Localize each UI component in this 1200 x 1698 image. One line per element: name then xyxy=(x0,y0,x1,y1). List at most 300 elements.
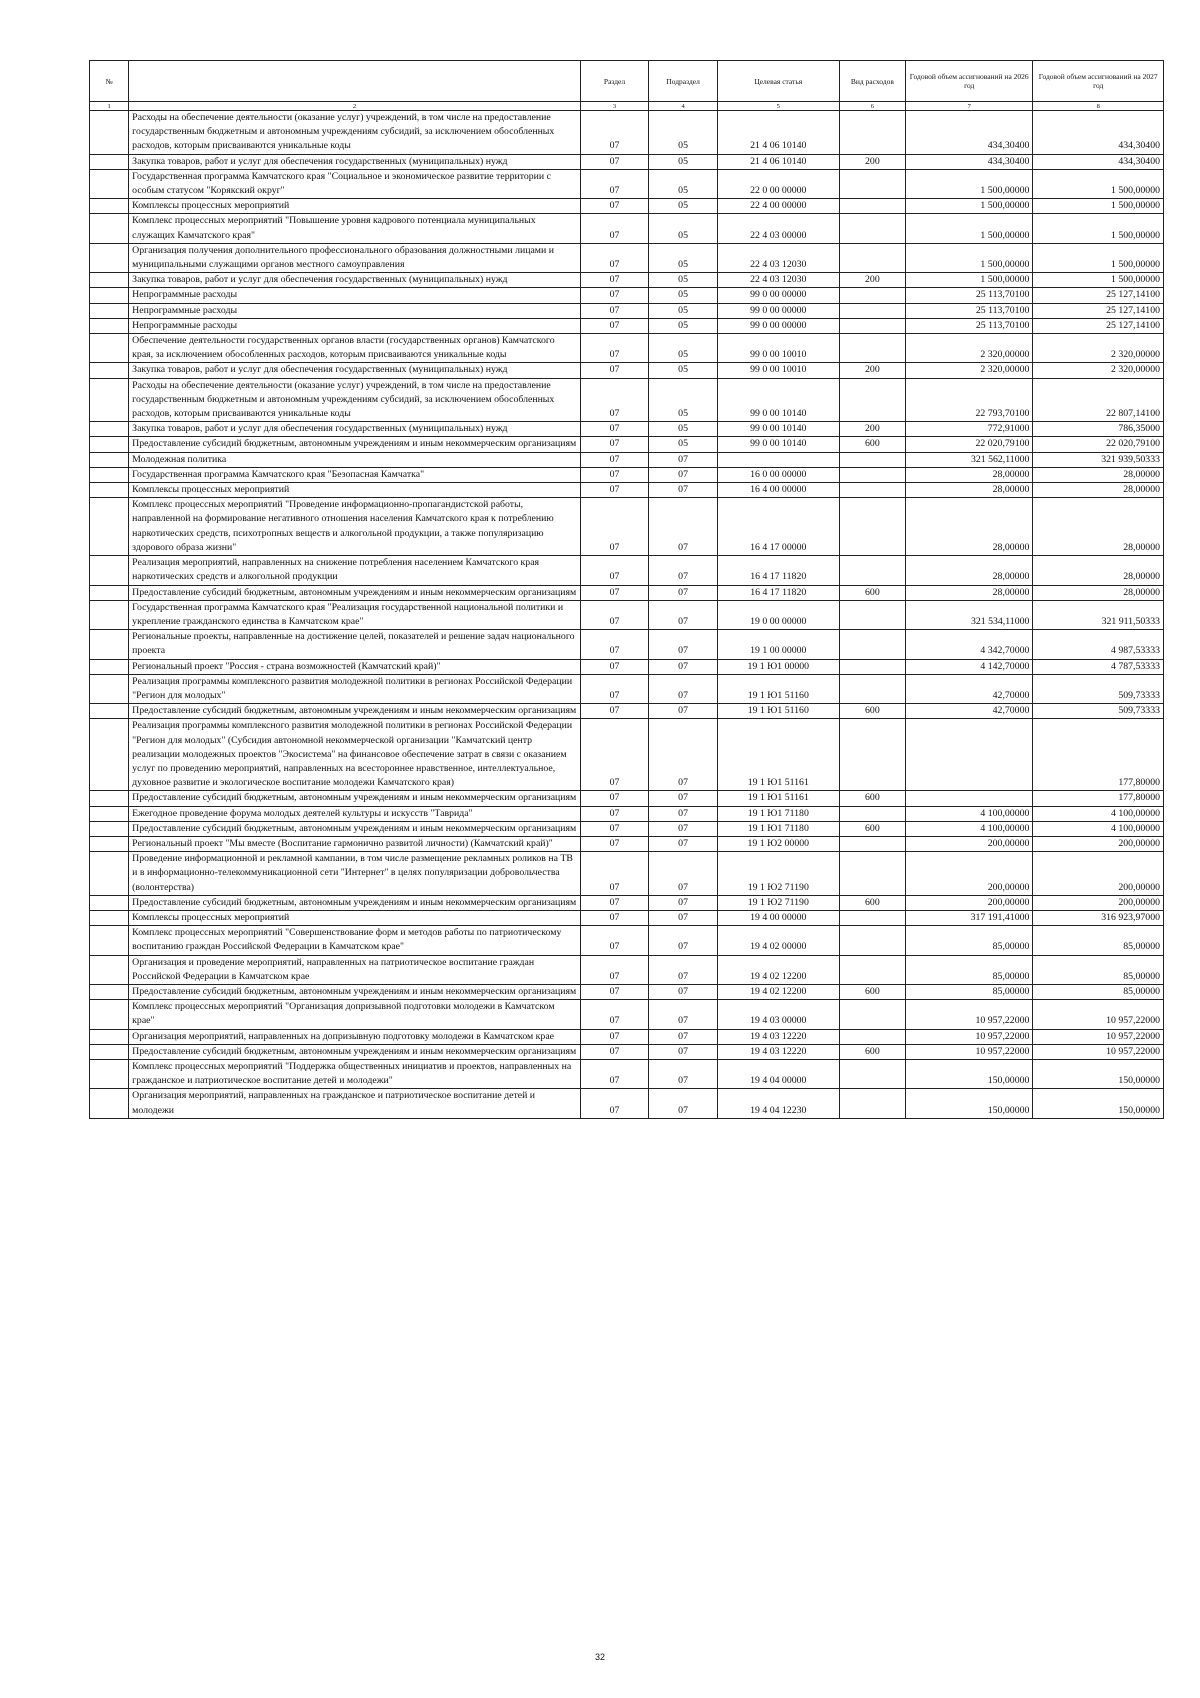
row-vid-cell xyxy=(839,288,905,303)
row-2027-cell: 85,00000 xyxy=(1033,926,1164,955)
row-article-cell: 19 1 Ю1 51160 xyxy=(717,674,839,703)
row-number-cell xyxy=(90,1089,129,1118)
row-razdel-cell: 07 xyxy=(580,852,649,896)
row-2027-cell: 509,73333 xyxy=(1033,704,1164,719)
row-vid-cell xyxy=(839,955,905,984)
row-name-cell: Государственная программа Камчатского края "Социальное и экономическое развитие территории с особым статусом "Корякский округ" xyxy=(129,169,581,198)
row-vid-cell: 200 xyxy=(839,363,905,378)
row-podrazdel-cell: 07 xyxy=(649,1029,718,1044)
row-number-cell xyxy=(90,378,129,422)
column-number: 2 xyxy=(129,102,581,111)
row-razdel-cell: 07 xyxy=(580,199,649,214)
row-article-cell: 19 4 02 00000 xyxy=(717,926,839,955)
budget-table-sheet xyxy=(89,60,1164,1119)
table-row xyxy=(90,437,1164,452)
row-podrazdel-cell: 07 xyxy=(649,821,718,836)
row-razdel-cell: 07 xyxy=(580,600,649,629)
row-2026-cell: 200,00000 xyxy=(906,895,1033,910)
row-vid-cell xyxy=(839,452,905,467)
row-article-cell: 99 0 00 10140 xyxy=(717,378,839,422)
row-podrazdel-cell: 07 xyxy=(649,659,718,674)
table-row xyxy=(90,378,1164,422)
row-vid-cell: 200 xyxy=(839,154,905,169)
row-number-cell xyxy=(90,214,129,243)
row-number-cell xyxy=(90,600,129,629)
row-vid-cell xyxy=(839,498,905,556)
row-razdel-cell: 07 xyxy=(580,422,649,437)
row-number-cell xyxy=(90,836,129,851)
row-razdel-cell: 07 xyxy=(580,1089,649,1118)
table-row xyxy=(90,585,1164,600)
row-article-cell: 19 1 Ю2 00000 xyxy=(717,836,839,851)
table-row xyxy=(90,303,1164,318)
table-row xyxy=(90,111,1164,155)
row-2027-cell: 150,00000 xyxy=(1033,1089,1164,1118)
row-article-cell: 22 4 03 00000 xyxy=(717,214,839,243)
row-podrazdel-cell: 07 xyxy=(649,483,718,498)
row-number-cell xyxy=(90,199,129,214)
row-number-cell xyxy=(90,984,129,999)
row-2027-cell: 2 320,00000 xyxy=(1033,363,1164,378)
row-2027-cell: 22 020,79100 xyxy=(1033,437,1164,452)
row-2027-cell: 85,00000 xyxy=(1033,955,1164,984)
row-podrazdel-cell: 05 xyxy=(649,199,718,214)
row-podrazdel-cell: 07 xyxy=(649,852,718,896)
row-2026-cell: 1 500,00000 xyxy=(906,273,1033,288)
row-name-cell: Предоставление субсидий бюджетным, автономным учреждениям и иным некоммерческим организациям xyxy=(129,984,581,999)
table-row xyxy=(90,199,1164,214)
row-article-cell: 22 4 03 12030 xyxy=(717,243,839,272)
header-year-2027: Годовой объем ассигнований на 2027 год xyxy=(1033,61,1164,102)
row-2027-cell: 22 807,14100 xyxy=(1033,378,1164,422)
row-name-cell: Комплекс процессных мероприятий "Повышение уровня кадрового потенциала муниципальных служащих Камчатского края" xyxy=(129,214,581,243)
table-body xyxy=(90,111,1164,1119)
row-podrazdel-cell: 05 xyxy=(649,169,718,198)
row-podrazdel-cell: 05 xyxy=(649,243,718,272)
row-2027-cell: 4 787,53333 xyxy=(1033,659,1164,674)
row-name-cell: Закупка товаров, работ и услуг для обеспечения государственных (муниципальных) нужд xyxy=(129,273,581,288)
row-name-cell: Государственная программа Камчатского края "Безопасная Камчатка" xyxy=(129,467,581,482)
row-2027-cell: 10 957,22000 xyxy=(1033,1044,1164,1059)
row-article-cell: 19 4 00 00000 xyxy=(717,910,839,925)
row-vid-cell xyxy=(839,852,905,896)
table-row xyxy=(90,363,1164,378)
row-article-cell: 16 4 17 00000 xyxy=(717,498,839,556)
row-number-cell xyxy=(90,288,129,303)
row-article-cell: 19 1 Ю1 71180 xyxy=(717,821,839,836)
row-article-cell: 19 1 Ю2 71190 xyxy=(717,852,839,896)
row-number-cell xyxy=(90,363,129,378)
row-number-cell xyxy=(90,111,129,155)
row-razdel-cell: 07 xyxy=(580,363,649,378)
row-name-cell: Комплекс процессных мероприятий "Организация допризывной подготовки молодежи в Камчатском крае" xyxy=(129,1000,581,1029)
row-podrazdel-cell: 07 xyxy=(649,984,718,999)
row-name-cell: Предоставление субсидий бюджетным, автономным учреждениям и иным некоммерческим организациям xyxy=(129,585,581,600)
row-number-cell xyxy=(90,1000,129,1029)
table-row xyxy=(90,1089,1164,1118)
row-number-cell xyxy=(90,719,129,791)
table-row xyxy=(90,836,1164,851)
table-row xyxy=(90,334,1164,363)
row-name-cell: Реализация программы комплексного развития молодежной политики в регионах Российской Федерации "Регион для молодых" (Субсидия автономной некоммерческой организации "Камчатский центр реализации молодежных проектов "Экосистема" на финансовое обеспечение затрат в связи с оказанием услуг по проведению мероприятий, направленных на всестороннее нравственное, интеллектуальное, духовное развитие и экологическое воспитание молодежи Камчатского края) xyxy=(129,719,581,791)
row-razdel-cell: 07 xyxy=(580,836,649,851)
row-razdel-cell: 07 xyxy=(580,483,649,498)
row-name-cell: Обеспечение деятельности государственных органов власти (государственных органов) Камчатского края, за исключением обособленных расходов, которым присваиваются уникальные коды xyxy=(129,334,581,363)
header-name xyxy=(129,61,581,102)
row-podrazdel-cell: 07 xyxy=(649,895,718,910)
row-vid-cell: 600 xyxy=(839,791,905,806)
table-row xyxy=(90,169,1164,198)
row-article-cell: 19 1 Ю1 51161 xyxy=(717,719,839,791)
table-row xyxy=(90,273,1164,288)
row-2026-cell xyxy=(906,719,1033,791)
row-number-cell xyxy=(90,895,129,910)
header-year-2026: Годовой объем ассигнований на 2026 год xyxy=(906,61,1033,102)
row-2026-cell: 25 113,70100 xyxy=(906,303,1033,318)
row-number-cell xyxy=(90,437,129,452)
row-razdel-cell: 07 xyxy=(580,1000,649,1029)
row-name-cell: Закупка товаров, работ и услуг для обеспечения государственных (муниципальных) нужд xyxy=(129,363,581,378)
row-2026-cell: 4 100,00000 xyxy=(906,806,1033,821)
row-vid-cell xyxy=(839,467,905,482)
row-article-cell: 19 4 04 12230 xyxy=(717,1089,839,1118)
row-article-cell: 19 1 Ю1 51160 xyxy=(717,704,839,719)
column-number: 7 xyxy=(906,102,1033,111)
row-number-cell xyxy=(90,704,129,719)
row-razdel-cell: 07 xyxy=(580,926,649,955)
row-vid-cell xyxy=(839,600,905,629)
row-name-cell: Реализация программы комплексного развития молодежной политики в регионах Российской Федерации "Регион для молодых" xyxy=(129,674,581,703)
column-number: 4 xyxy=(649,102,718,111)
row-2026-cell: 42,70000 xyxy=(906,674,1033,703)
row-article-cell: 19 4 02 12200 xyxy=(717,984,839,999)
table-row xyxy=(90,704,1164,719)
row-2026-cell: 28,00000 xyxy=(906,585,1033,600)
row-vid-cell xyxy=(839,303,905,318)
row-podrazdel-cell: 07 xyxy=(649,704,718,719)
row-2027-cell: 1 500,00000 xyxy=(1033,214,1164,243)
row-number-cell xyxy=(90,154,129,169)
row-2027-cell: 177,80000 xyxy=(1033,719,1164,791)
row-name-cell: Комплекс процессных мероприятий "Поддержка общественных инициатив и проектов, направленных на гражданское и патриотическое воспитание детей и молодежи" xyxy=(129,1060,581,1089)
row-2026-cell: 85,00000 xyxy=(906,926,1033,955)
row-article-cell: 22 4 00 00000 xyxy=(717,199,839,214)
row-2026-cell: 1 500,00000 xyxy=(906,214,1033,243)
row-razdel-cell: 07 xyxy=(580,154,649,169)
row-vid-cell xyxy=(839,199,905,214)
row-2026-cell: 25 113,70100 xyxy=(906,318,1033,333)
row-razdel-cell: 07 xyxy=(580,378,649,422)
row-razdel-cell: 07 xyxy=(580,467,649,482)
row-name-cell: Комплекс процессных мероприятий "Совершенствование форм и методов работы по патриотическому воспитанию граждан Российской Федерации в Камчатском крае" xyxy=(129,926,581,955)
table-row xyxy=(90,1029,1164,1044)
row-2027-cell: 434,30400 xyxy=(1033,154,1164,169)
row-name-cell: Закупка товаров, работ и услуг для обеспечения государственных (муниципальных) нужд xyxy=(129,422,581,437)
row-2027-cell: 28,00000 xyxy=(1033,498,1164,556)
row-2027-cell: 321 939,50333 xyxy=(1033,452,1164,467)
row-vid-cell xyxy=(839,556,905,585)
row-number-cell xyxy=(90,318,129,333)
row-podrazdel-cell: 05 xyxy=(649,273,718,288)
row-name-cell: Предоставление субсидий бюджетным, автономным учреждениям и иным некоммерческим организациям xyxy=(129,895,581,910)
row-article-cell: 19 1 00 00000 xyxy=(717,630,839,659)
table-row xyxy=(90,154,1164,169)
row-podrazdel-cell: 05 xyxy=(649,288,718,303)
row-podrazdel-cell: 07 xyxy=(649,600,718,629)
table-row xyxy=(90,288,1164,303)
row-number-cell xyxy=(90,1029,129,1044)
header-no: № xyxy=(90,61,129,102)
table-row xyxy=(90,1060,1164,1089)
row-2026-cell: 42,70000 xyxy=(906,704,1033,719)
row-number-cell xyxy=(90,1044,129,1059)
row-vid-cell xyxy=(839,378,905,422)
row-razdel-cell: 07 xyxy=(580,556,649,585)
row-article-cell: 19 4 03 12220 xyxy=(717,1044,839,1059)
column-number: 3 xyxy=(580,102,649,111)
table-row xyxy=(90,719,1164,791)
row-article-cell: 19 4 04 00000 xyxy=(717,1060,839,1089)
row-2027-cell: 1 500,00000 xyxy=(1033,273,1164,288)
row-razdel-cell: 07 xyxy=(580,719,649,791)
row-name-cell: Предоставление субсидий бюджетным, автономным учреждениям и иным некоммерческим организациям xyxy=(129,791,581,806)
row-2027-cell: 316 923,97000 xyxy=(1033,910,1164,925)
row-article-cell: 99 0 00 00000 xyxy=(717,303,839,318)
row-article-cell: 22 4 03 12030 xyxy=(717,273,839,288)
row-name-cell: Предоставление субсидий бюджетным, автономным учреждениям и иным некоммерческим организациям xyxy=(129,437,581,452)
row-razdel-cell: 07 xyxy=(580,1029,649,1044)
header-podrazdel: Подраздел xyxy=(649,61,718,102)
header-vid: Вид расходов xyxy=(839,61,905,102)
table-row xyxy=(90,498,1164,556)
row-name-cell: Непрограммные расходы xyxy=(129,318,581,333)
row-vid-cell xyxy=(839,1000,905,1029)
row-podrazdel-cell: 07 xyxy=(649,1044,718,1059)
table-row xyxy=(90,422,1164,437)
row-vid-cell: 600 xyxy=(839,585,905,600)
table-row xyxy=(90,600,1164,629)
row-name-cell: Региональный проект "Россия - страна возможностей (Камчатский край)" xyxy=(129,659,581,674)
row-article-cell: 99 0 00 00000 xyxy=(717,288,839,303)
row-razdel-cell: 07 xyxy=(580,910,649,925)
row-number-cell xyxy=(90,955,129,984)
row-podrazdel-cell: 07 xyxy=(649,806,718,821)
row-podrazdel-cell: 07 xyxy=(649,452,718,467)
row-podrazdel-cell: 07 xyxy=(649,1089,718,1118)
row-podrazdel-cell: 07 xyxy=(649,910,718,925)
row-number-cell xyxy=(90,910,129,925)
row-2026-cell: 200,00000 xyxy=(906,836,1033,851)
row-2026-cell: 2 320,00000 xyxy=(906,363,1033,378)
row-razdel-cell: 07 xyxy=(580,674,649,703)
row-razdel-cell: 07 xyxy=(580,895,649,910)
row-2027-cell: 4 100,00000 xyxy=(1033,806,1164,821)
row-2027-cell: 177,80000 xyxy=(1033,791,1164,806)
row-vid-cell xyxy=(839,910,905,925)
row-number-cell xyxy=(90,422,129,437)
row-podrazdel-cell: 05 xyxy=(649,303,718,318)
row-podrazdel-cell: 07 xyxy=(649,1000,718,1029)
row-razdel-cell: 07 xyxy=(580,273,649,288)
row-vid-cell: 600 xyxy=(839,895,905,910)
row-vid-cell: 200 xyxy=(839,273,905,288)
row-2027-cell: 28,00000 xyxy=(1033,483,1164,498)
row-razdel-cell: 07 xyxy=(580,437,649,452)
row-article-cell: 99 0 00 10010 xyxy=(717,363,839,378)
row-2027-cell: 434,30400 xyxy=(1033,111,1164,155)
row-article-cell: 21 4 06 10140 xyxy=(717,111,839,155)
row-name-cell: Государственная программа Камчатского края "Реализация государственной национальной политики и укрепление гражданского единства в Камчатском крае" xyxy=(129,600,581,629)
row-podrazdel-cell: 07 xyxy=(649,556,718,585)
row-2026-cell xyxy=(906,791,1033,806)
header-razdel: Раздел xyxy=(580,61,649,102)
row-article-cell xyxy=(717,452,839,467)
column-number: 1 xyxy=(90,102,129,111)
row-name-cell: Организация получения дополнительного профессионального образования должностными лицами и муниципальными служащими органов местного самоуправления xyxy=(129,243,581,272)
row-podrazdel-cell: 07 xyxy=(649,630,718,659)
row-podrazdel-cell: 07 xyxy=(649,585,718,600)
row-name-cell: Закупка товаров, работ и услуг для обеспечения государственных (муниципальных) нужд xyxy=(129,154,581,169)
row-vid-cell: 600 xyxy=(839,704,905,719)
row-razdel-cell: 07 xyxy=(580,659,649,674)
row-2026-cell: 22 020,79100 xyxy=(906,437,1033,452)
row-name-cell: Комплексы процессных мероприятий xyxy=(129,910,581,925)
row-number-cell xyxy=(90,303,129,318)
table-row xyxy=(90,556,1164,585)
row-number-cell xyxy=(90,806,129,821)
row-2026-cell: 28,00000 xyxy=(906,498,1033,556)
row-vid-cell xyxy=(839,214,905,243)
row-2027-cell: 321 911,50333 xyxy=(1033,600,1164,629)
row-2026-cell: 85,00000 xyxy=(906,955,1033,984)
row-2027-cell: 2 320,00000 xyxy=(1033,334,1164,363)
row-2026-cell: 321 534,11000 xyxy=(906,600,1033,629)
row-podrazdel-cell: 07 xyxy=(649,498,718,556)
row-2027-cell: 28,00000 xyxy=(1033,556,1164,585)
row-2027-cell: 509,73333 xyxy=(1033,674,1164,703)
row-2027-cell: 786,35000 xyxy=(1033,422,1164,437)
row-2027-cell: 200,00000 xyxy=(1033,895,1164,910)
row-name-cell: Предоставление субсидий бюджетным, автономным учреждениям и иным некоммерческим организациям xyxy=(129,1044,581,1059)
row-podrazdel-cell: 07 xyxy=(649,836,718,851)
row-2026-cell: 85,00000 xyxy=(906,984,1033,999)
row-razdel-cell: 07 xyxy=(580,334,649,363)
row-name-cell: Региональный проект "Мы вместе (Воспитание гармонично развитой личности) (Камчатский край)" xyxy=(129,836,581,851)
row-name-cell: Комплекс процессных мероприятий "Проведение информационно-пропагандистской работы, направленной на формирование негативного отношения населения Камчатского края к потреблению наркотических средств, психотропных веществ и алкогольной продукции, а также популяризацию здорового образа жизни" xyxy=(129,498,581,556)
row-2027-cell: 85,00000 xyxy=(1033,984,1164,999)
row-razdel-cell: 07 xyxy=(580,303,649,318)
row-number-cell xyxy=(90,791,129,806)
row-name-cell: Расходы на обеспечение деятельности (оказание услуг) учреждений, в том числе на предоставление государственным бюджетным и автономным учреждениям субсидий, за исключением обособленных расходов, которым присваиваются уникальные коды xyxy=(129,111,581,155)
row-2026-cell: 434,30400 xyxy=(906,111,1033,155)
row-podrazdel-cell: 05 xyxy=(649,378,718,422)
row-vid-cell xyxy=(839,719,905,791)
row-name-cell: Комплексы процессных мероприятий xyxy=(129,483,581,498)
row-2026-cell: 317 191,41000 xyxy=(906,910,1033,925)
row-article-cell: 19 1 Ю2 71190 xyxy=(717,895,839,910)
row-number-cell xyxy=(90,926,129,955)
row-name-cell: Предоставление субсидий бюджетным, автономным учреждениям и иным некоммерческим организациям xyxy=(129,821,581,836)
row-razdel-cell: 07 xyxy=(580,498,649,556)
row-podrazdel-cell: 05 xyxy=(649,422,718,437)
table-row xyxy=(90,791,1164,806)
row-number-cell xyxy=(90,273,129,288)
table-row xyxy=(90,1000,1164,1029)
table-row xyxy=(90,806,1164,821)
row-vid-cell xyxy=(839,318,905,333)
row-razdel-cell: 07 xyxy=(580,452,649,467)
row-number-cell xyxy=(90,1060,129,1089)
row-2026-cell: 28,00000 xyxy=(906,483,1033,498)
row-name-cell: Организация и проведение мероприятий, направленных на патриотическое воспитание граждан Российской Федерации в Камчатском крае xyxy=(129,955,581,984)
row-razdel-cell: 07 xyxy=(580,288,649,303)
row-2026-cell: 1 500,00000 xyxy=(906,199,1033,214)
row-podrazdel-cell: 05 xyxy=(649,154,718,169)
header-article: Целевая статья xyxy=(717,61,839,102)
row-podrazdel-cell: 05 xyxy=(649,214,718,243)
row-name-cell: Организация мероприятий, направленных на допризывную подготовку молодежи в Камчатском крае xyxy=(129,1029,581,1044)
row-name-cell: Реализация мероприятий, направленных на снижение потребления населением Камчатского края наркотических средств и алкогольной продукции xyxy=(129,556,581,585)
row-article-cell: 99 0 00 00000 xyxy=(717,318,839,333)
row-number-cell xyxy=(90,852,129,896)
table-row xyxy=(90,243,1164,272)
row-article-cell: 21 4 06 10140 xyxy=(717,154,839,169)
row-razdel-cell: 07 xyxy=(580,791,649,806)
row-2027-cell: 25 127,14100 xyxy=(1033,318,1164,333)
column-number: 8 xyxy=(1033,102,1164,111)
row-razdel-cell: 07 xyxy=(580,111,649,155)
row-razdel-cell: 07 xyxy=(580,1044,649,1059)
row-2026-cell: 22 793,70100 xyxy=(906,378,1033,422)
row-vid-cell: 600 xyxy=(839,821,905,836)
row-razdel-cell: 07 xyxy=(580,318,649,333)
row-2027-cell: 200,00000 xyxy=(1033,852,1164,896)
table-row xyxy=(90,926,1164,955)
row-2027-cell: 25 127,14100 xyxy=(1033,303,1164,318)
row-2026-cell: 150,00000 xyxy=(906,1060,1033,1089)
row-razdel-cell: 07 xyxy=(580,806,649,821)
row-name-cell: Проведение информационной и рекламной кампании, в том числе размещение рекламных роликов на ТВ и в информационно-телекоммуникационной сети "Интернет" в целях популяризации добровольчества (волонтерства) xyxy=(129,852,581,896)
row-razdel-cell: 07 xyxy=(580,704,649,719)
row-article-cell: 19 4 03 00000 xyxy=(717,1000,839,1029)
table-header-row xyxy=(90,61,1164,102)
row-razdel-cell: 07 xyxy=(580,1060,649,1089)
row-2026-cell: 1 500,00000 xyxy=(906,243,1033,272)
row-vid-cell xyxy=(839,169,905,198)
row-razdel-cell: 07 xyxy=(580,243,649,272)
row-article-cell: 19 0 00 00000 xyxy=(717,600,839,629)
row-podrazdel-cell: 07 xyxy=(649,674,718,703)
row-2027-cell: 28,00000 xyxy=(1033,467,1164,482)
row-vid-cell xyxy=(839,334,905,363)
row-article-cell: 19 1 Ю1 00000 xyxy=(717,659,839,674)
row-name-cell: Ежегодное проведение форума молодых деятелей культуры и искусств "Таврида" xyxy=(129,806,581,821)
row-article-cell: 16 0 00 00000 xyxy=(717,467,839,482)
row-name-cell: Организация мероприятий, направленных на гражданское и патриотическое воспитание детей и молодежи xyxy=(129,1089,581,1118)
row-2027-cell: 1 500,00000 xyxy=(1033,243,1164,272)
row-number-cell xyxy=(90,169,129,198)
row-2026-cell: 28,00000 xyxy=(906,556,1033,585)
row-name-cell: Молодежная политика xyxy=(129,452,581,467)
row-razdel-cell: 07 xyxy=(580,984,649,999)
column-number-row xyxy=(90,102,1164,111)
row-2026-cell: 4 100,00000 xyxy=(906,821,1033,836)
table-row xyxy=(90,452,1164,467)
table-row xyxy=(90,1044,1164,1059)
row-article-cell: 99 0 00 10140 xyxy=(717,437,839,452)
row-vid-cell: 200 xyxy=(839,422,905,437)
row-2027-cell: 4 987,53333 xyxy=(1033,630,1164,659)
